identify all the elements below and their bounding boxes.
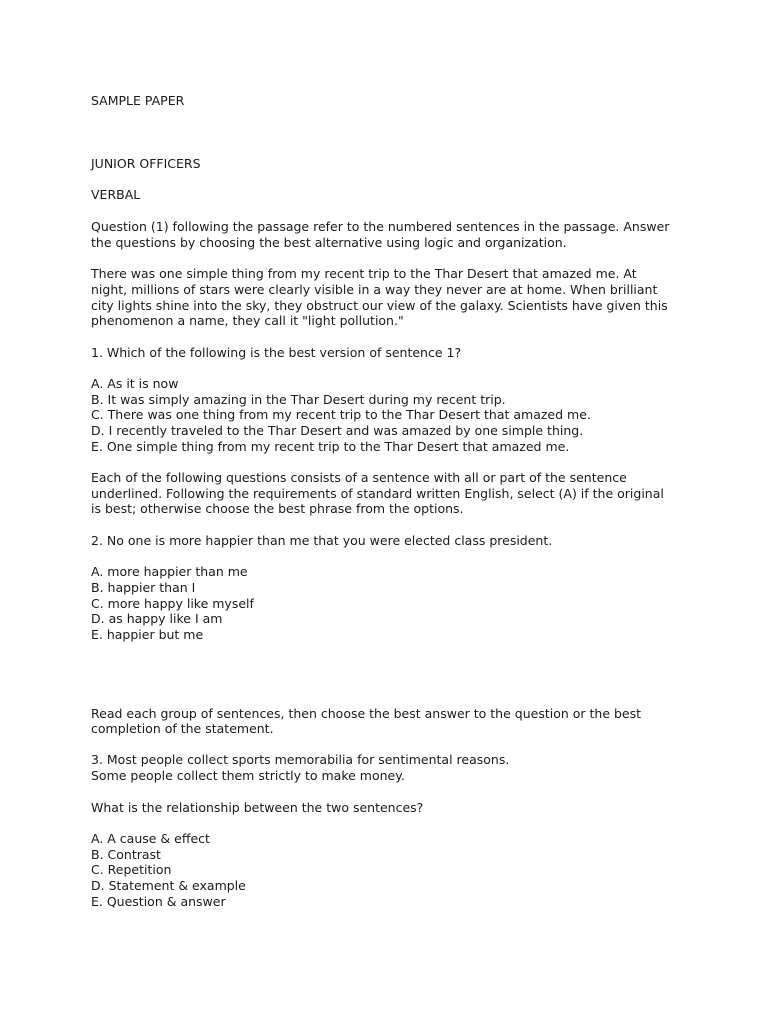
question-1-option: A. As it is now <box>91 376 179 391</box>
question-1-option: D. I recently traveled to the Thar Desert and was amazed by one simple thing. <box>91 423 584 438</box>
instruction-line: the questions by choosing the best alternative using logic and organization. <box>91 235 567 250</box>
question-3-sentence: 3. Most people collect sports memorabilia for sentimental reasons. <box>91 752 510 767</box>
instruction-line: underlined. Following the requirements of standard written English, select (A) if the original <box>91 486 664 501</box>
question-3-option: C. Repetition <box>91 862 172 877</box>
question-2-option: C. more happy like myself <box>91 596 254 611</box>
question-3-sentence: Some people collect them strictly to make money. <box>91 768 405 783</box>
instruction-line: completion of the statement. <box>91 721 274 736</box>
passage-line: city lights shine into the sky, they obstruct our view of the galaxy. Scientists have given this <box>91 298 668 313</box>
passage-line: phenomenon a name, they call it "light pollution." <box>91 313 404 328</box>
question-2-option: B. happier than I <box>91 580 196 595</box>
question-1-option: E. One simple thing from my recent trip to the Thar Desert that amazed me. <box>91 439 570 454</box>
question-2-option: D. as happy like I am <box>91 611 223 626</box>
document-title: SAMPLE PAPER <box>91 93 185 108</box>
question-1-prompt: 1. Which of the following is the best version of sentence 1? <box>91 345 462 360</box>
question-3-option: E. Question & answer <box>91 894 226 909</box>
instruction-line: is best; otherwise choose the best phrase from the options. <box>91 501 464 516</box>
passage-line: night, millions of stars were clearly visible in a way they never are at home. When brilliant <box>91 282 658 297</box>
question-2-prompt: 2. No one is more happier than me that you were elected class president. <box>91 533 553 548</box>
question-3-option: B. Contrast <box>91 847 161 862</box>
question-3-option: A. A cause & effect <box>91 831 210 846</box>
instruction-line: Read each group of sentences, then choose the best answer to the question or the best <box>91 706 642 721</box>
question-3-prompt: What is the relationship between the two sentences? <box>91 800 424 815</box>
instruction-line: Each of the following questions consists of a sentence with all or part of the sentence <box>91 470 627 485</box>
question-1-option: B. It was simply amazing in the Thar Desert during my recent trip. <box>91 392 506 407</box>
question-2-option: E. happier but me <box>91 627 204 642</box>
question-3-option: D. Statement & example <box>91 878 246 893</box>
question-1-option: C. There was one thing from my recent trip to the Thar Desert that amazed me. <box>91 407 591 422</box>
document-subtitle: JUNIOR OFFICERS <box>91 156 201 171</box>
question-2-option: A. more happier than me <box>91 564 248 579</box>
instruction-line: Question (1) following the passage refer to the numbered sentences in the passage. Answer <box>91 219 670 234</box>
passage-line: There was one simple thing from my recent trip to the Thar Desert that amazed me. At <box>91 266 637 281</box>
section-heading: VERBAL <box>91 187 141 202</box>
